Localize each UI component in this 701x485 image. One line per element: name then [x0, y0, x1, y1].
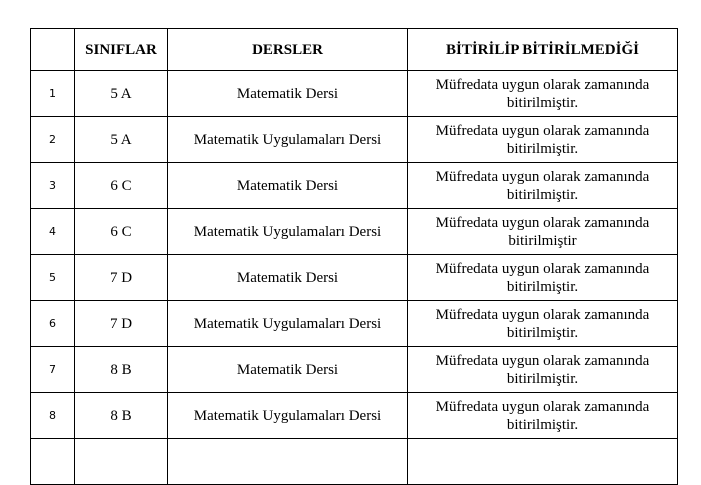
row-number: 3 — [31, 163, 75, 209]
row-number: 4 — [31, 209, 75, 255]
status-cell: Müfredata uygun olarak zamanında bitirilmiştir. — [408, 163, 678, 209]
status-cell: Müfredata uygun olarak zamanında bitirilmiştir. — [408, 301, 678, 347]
course-cell: Matematik Dersi — [168, 71, 408, 117]
header-class: SINIFLAR — [75, 29, 168, 71]
row-number: 2 — [31, 117, 75, 163]
row-number: 8 — [31, 393, 75, 439]
course-cell: Matematik Uygulamaları Dersi — [168, 301, 408, 347]
class-cell: 8 B — [75, 393, 168, 439]
row-number: 1 — [31, 71, 75, 117]
course-cell: Matematik Uygulamaları Dersi — [168, 393, 408, 439]
header-course: DERSLER — [168, 29, 408, 71]
row-number: 7 — [31, 347, 75, 393]
table-row-partial — [31, 439, 678, 485]
row-number: 6 — [31, 301, 75, 347]
table-row — [31, 71, 678, 117]
class-cell: 5 A — [75, 117, 168, 163]
course-cell: Matematik Uygulamaları Dersi — [168, 117, 408, 163]
course-completion-table — [30, 28, 678, 485]
table-row — [31, 209, 678, 255]
table-row — [31, 347, 678, 393]
empty-cell — [168, 439, 408, 485]
course-cell: Matematik Dersi — [168, 163, 408, 209]
header-row — [31, 29, 678, 71]
table-row — [31, 301, 678, 347]
status-cell: Müfredata uygun olarak zamanında bitirilmiştir. — [408, 255, 678, 301]
table-row — [31, 255, 678, 301]
empty-cell — [75, 439, 168, 485]
empty-cell — [31, 439, 75, 485]
status-cell: Müfredata uygun olarak zamanında bitirilmiştir. — [408, 71, 678, 117]
class-cell: 7 D — [75, 301, 168, 347]
status-cell: Müfredata uygun olarak zamanında bitirilmiştir. — [408, 347, 678, 393]
empty-cell — [408, 439, 678, 485]
table-row — [31, 163, 678, 209]
class-cell: 6 C — [75, 163, 168, 209]
status-cell: Müfredata uygun olarak zamanında bitirilmiştir — [408, 209, 678, 255]
course-cell: Matematik Dersi — [168, 347, 408, 393]
header-number — [31, 29, 75, 71]
class-cell: 6 C — [75, 209, 168, 255]
table-row — [31, 393, 678, 439]
course-cell: Matematik Uygulamaları Dersi — [168, 209, 408, 255]
status-cell: Müfredata uygun olarak zamanında bitirilmiştir. — [408, 393, 678, 439]
class-cell: 8 B — [75, 347, 168, 393]
class-cell: 7 D — [75, 255, 168, 301]
course-cell: Matematik Dersi — [168, 255, 408, 301]
class-cell: 5 A — [75, 71, 168, 117]
status-cell: Müfredata uygun olarak zamanında bitirilmiştir. — [408, 117, 678, 163]
header-status: BİTİRİLİP BİTİRİLMEDİĞİ — [408, 29, 678, 71]
row-number: 5 — [31, 255, 75, 301]
table-row — [31, 117, 678, 163]
